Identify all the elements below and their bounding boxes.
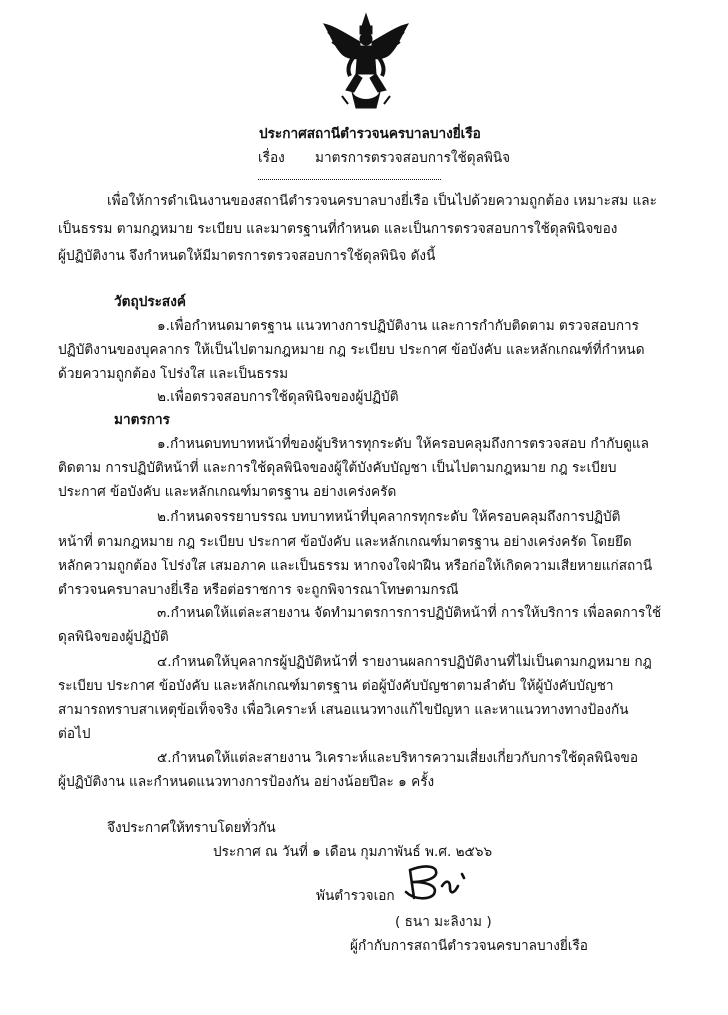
signer-name: ( ธนา มะลิงาม ) xyxy=(395,914,492,930)
subject-text: มาตรการตรวจสอบการใช้ดุลพินิจ xyxy=(315,150,511,166)
measure-line: ตำรวจนครบาลบางยี่เรือ หรือต่อราชการ จะถูกพิจารณาโทษตามกรณี xyxy=(58,582,459,598)
measure-line: หน้าที่ ตามกฎหมาย กฎ ระเบียบ ประกาศ ข้อบังคับ และหลักเกณฑ์มาตรฐาน อย่างเคร่งครัด โดยยึด xyxy=(58,534,632,550)
handwritten-signature-icon xyxy=(398,862,478,902)
title-divider xyxy=(258,179,441,180)
measure-line: ต่อไป xyxy=(58,726,91,742)
measure-line: ๑.กำหนดบทบาทหน้าที่ของผู้บริหารทุกระดับ ให้ครอบคลุมถึงการตรวจสอบ กำกับดูแล xyxy=(157,436,649,452)
objectives-heading: วัตถุประสงค์ xyxy=(114,294,186,310)
objective-line: ด้วยความถูกต้อง โปร่งใส และเป็นธรรม xyxy=(58,366,289,382)
signer-rank: พันตำรวจเอก xyxy=(316,888,395,904)
closing-announcement: จึงประกาศให้ทราบโดยทั่วกัน xyxy=(107,820,276,836)
measures-heading: มาตรการ xyxy=(114,412,170,428)
measure-line: ระเบียบ ประกาศ ข้อบังคับ และหลักเกณฑ์มาตรฐาน ต่อผู้บังคับบัญชาตามลำดับ ให้ผู้บังคับบัญชา xyxy=(58,678,614,694)
document-title: ประกาศสถานีตำรวจนครบาลบางยี่เรือ xyxy=(259,126,481,142)
measure-line: สามารถทราบสาเหตุข้อเท็จจริง เพื่อวิเคราะห์ เสนอแนวทางแก้ไขปัญหา และหาแนวทางทางป้องกัน xyxy=(58,702,629,718)
measure-line: ติดตาม การปฏิบัติหน้าที่ และการใช้ดุลพินิจของผู้ใต้บังคับบัญชา เป็นไปตามกฎหมาย กฎ ระเบียบ xyxy=(58,460,617,476)
measure-line: หลักความถูกต้อง โปร่งใส เสมอภาค และเป็นธรรม หากจงใจฝ่าฝืน หรือก่อให้เกิดความเสียหายแก่สถานี xyxy=(58,558,653,574)
measure-line: ผู้ปฏิบัติงาน และกำหนดแนวทางการป้องกัน อย่างน้อยปีละ ๑ ครั้ง xyxy=(58,774,435,790)
signer-position: ผู้กำกับการสถานีตำรวจนครบาลบางยี่เรือ xyxy=(350,938,588,954)
intro-line: เป็นธรรม ตามกฎหมาย ระเบียบ และมาตรฐานที่กำหนด และเป็นการตรวจสอบการใช้ดุลพินิจของ xyxy=(58,221,618,237)
measure-line: ๔.กำหนดให้บุคลากรผู้ปฏิบัติหน้าที่ รายงานผลการปฏิบัติงานที่ไม่เป็นตามกฎหมาย กฎ xyxy=(157,654,652,670)
garuda-emblem-icon xyxy=(316,12,416,112)
measure-line: ดุลพินิจของผู้ปฏิบัติ xyxy=(58,629,169,645)
measure-line: ๓.กำหนดให้แต่ละสายงาน จัดทำมาตรการการปฏิบัติหน้าที่ การให้บริการ เพื่อลดการใช้ xyxy=(157,605,662,621)
subject-label: เรื่อง xyxy=(258,150,285,166)
measure-line: ๕.กำหนดให้แต่ละสายงาน วิเคราะห์และบริหารความเสี่ยงเกี่ยวกับการใช้ดุลพินิจขอ xyxy=(157,750,639,766)
intro-line: ผู้ปฏิบัติงาน จึงกำหนดให้มีมาตรการตรวจสอบการใช้ดุลพินิจ ดังนี้ xyxy=(58,248,436,264)
announcement-date: ประกาศ ณ วันที่ ๑ เดือน กุมภาพันธ์ พ.ศ. ๒๕๖๖ xyxy=(213,844,493,860)
objective-line: ๑.เพื่อกำหนดมาตรฐาน แนวทางการปฏิบัติงาน และการกำกับติดตาม ตรวจสอบการ xyxy=(157,318,639,334)
measure-line: ประกาศ ข้อบังคับ และหลักเกณฑ์มาตรฐาน อย่างเคร่งครัด xyxy=(58,484,397,500)
objective-line: ๒.เพื่อตรวจสอบการใช้ดุลพินิจของผู้ปฏิบัติ xyxy=(157,389,399,405)
intro-line: เพื่อให้การดำเนินงานของสถานีตำรวจนครบาลบางยี่เรือ เป็นไปด้วยความถูกต้อง เหมาะสม และ xyxy=(107,193,657,209)
measure-line: ๒.กำหนดจรรยาบรรณ บทบาทหน้าที่บุคลากรทุกระดับ ให้ครอบคลุมถึงการปฏิบัติ xyxy=(157,509,621,525)
objective-line: ปฏิบัติงานของบุคลากร ให้เป็นไปตามกฎหมาย กฎ ระเบียบ ประกาศ ข้อบังคับ และหลักเกณฑ์ที่กำหนด xyxy=(58,342,645,358)
